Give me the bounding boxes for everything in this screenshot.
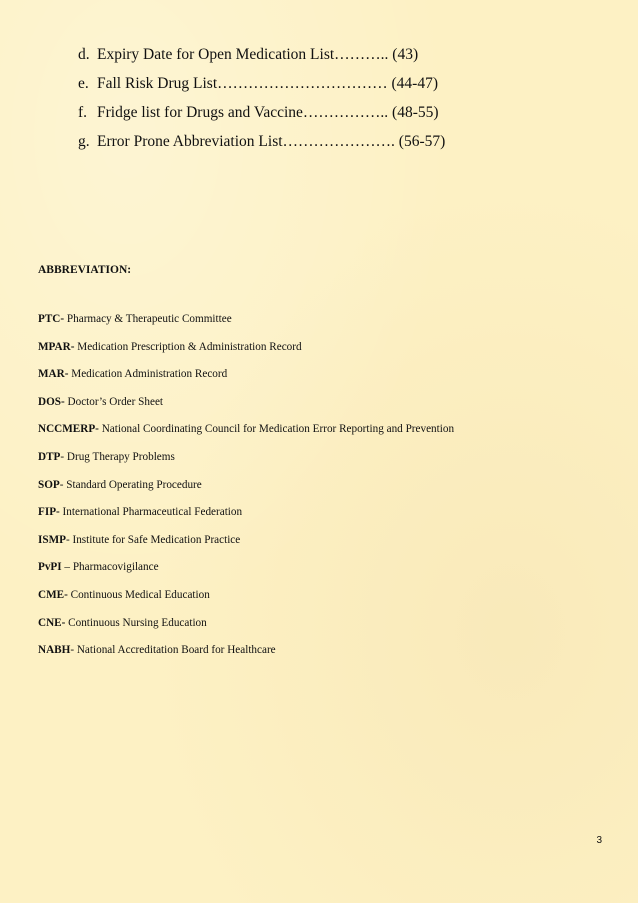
toc-item-letter: f. [78,104,88,121]
abbreviation-code: CME- [38,588,68,601]
abbreviation-description: Continuous Medical Education [67,588,210,601]
abbreviation-item [38,642,454,670]
toc-item-letter: d. [78,46,90,63]
toc-item-text: Fall Risk Drug List…………………………… (44-47) [97,75,438,92]
abbreviation-item [38,339,454,367]
abbreviation-description: Doctor’s Order Sheet [64,395,164,408]
toc-item-text: Expiry Date for Open Medication List……….. (43) [97,46,419,63]
abbreviation-description: Medication Prescription & Administration Record [74,340,302,353]
abbreviation-item [38,366,454,394]
abbreviation-item [38,394,454,422]
toc-item-letter: e. [78,75,89,92]
abbreviation-description: - National Accreditation Board for Healthcare [70,644,276,657]
abbreviation-item [38,615,454,643]
abbreviation-heading: ABBREVIATION: [38,264,132,276]
toc-item [78,69,445,98]
page-number: 3 [596,835,602,846]
abbreviation-item [38,559,454,587]
abbreviation-code: CNE- [38,616,66,629]
abbreviation-item [38,421,454,449]
abbreviation-description: Continuous Nursing Education [65,616,207,629]
abbreviation-code: MPAR- [38,340,75,353]
abbreviation-code: FIP- [38,506,60,519]
abbreviation-code: PvPI [38,561,62,574]
table-of-contents-list [78,40,445,156]
abbreviation-item [38,477,454,505]
toc-item-text: Error Prone Abbreviation List…………………. (56-57) [97,133,446,150]
abbreviation-item [38,587,454,615]
abbreviation-description: - Institute for Safe Medication Practice [65,533,241,546]
abbreviation-code: MAR- [38,368,69,381]
toc-item [78,98,445,127]
abbreviation-list [38,311,454,670]
abbreviation-code: SOP [38,478,60,491]
abbreviation-code: PTC- [38,313,65,325]
abbreviation-description: Medication Administration Record [68,368,228,381]
abbreviation-description: Pharmacy & Therapeutic Committee [64,313,232,325]
toc-item [78,40,445,69]
abbreviation-code: NABH [38,644,71,657]
abbreviation-description: - Standard Operating Procedure [59,478,202,491]
abbreviation-item [38,532,454,560]
abbreviation-description: National Coordinating Council for Medication Error Reporting and Prevention [98,423,455,436]
abbreviation-description: – Pharmacovigilance [61,561,159,574]
abbreviation-description: - Drug Therapy Problems [60,450,175,463]
abbreviation-code: DTP [38,450,61,463]
abbreviation-item [38,449,454,477]
abbreviation-code: DOS- [38,395,65,408]
abbreviation-item [38,311,454,339]
toc-item-text: Fridge list for Drugs and Vaccine…………….. (48-55) [97,104,439,121]
abbreviation-description: International Pharmaceutical Federation [59,506,243,519]
toc-item-letter: g. [78,133,90,150]
toc-item [78,127,445,156]
abbreviation-code: NCCMERP- [38,423,99,436]
abbreviation-code: ISMP [38,533,66,546]
abbreviation-item [38,504,454,532]
